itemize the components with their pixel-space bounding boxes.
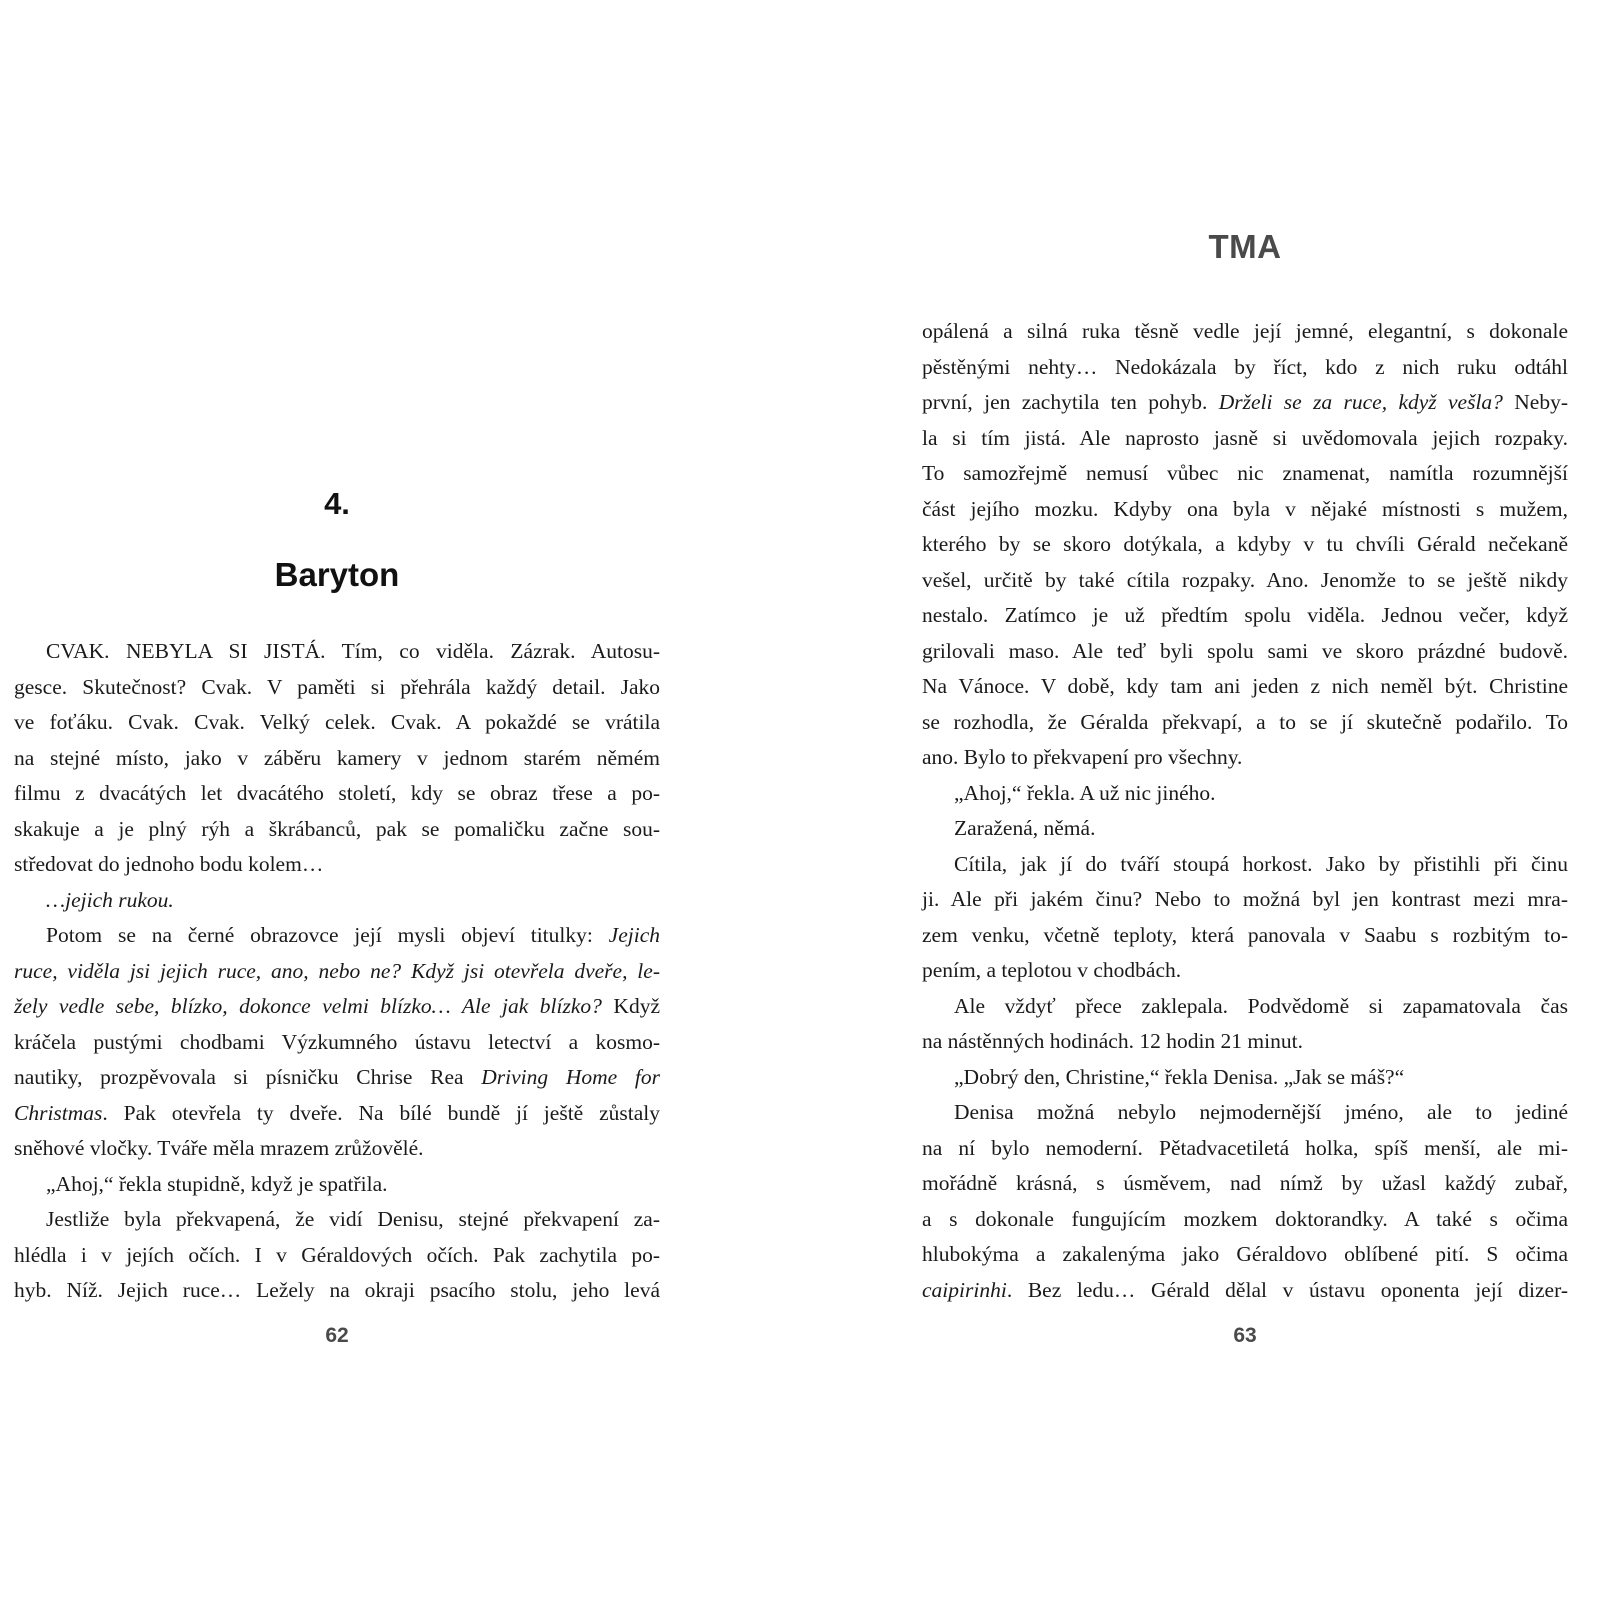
text-segment: mořádně krásná, s úsměvem, nad nímž by užasl každý zubař, — [922, 1171, 1568, 1195]
text-segment: ve foťáku. Cvak. Cvak. Velký celek. Cvak. A pokaždé se vrátila — [14, 710, 660, 734]
text-segment: Neby- — [1502, 390, 1568, 414]
text-segment: nestalo. Zatímco je už předtím spolu viděla. Jednou večer, když — [922, 603, 1568, 627]
text-line — [922, 1095, 1568, 1131]
text-segment: ji. Ale při jakém činu? Nebo to možná byl jen kontrast mezi mra- — [922, 887, 1568, 911]
text-line — [922, 740, 1568, 776]
text-line — [922, 634, 1568, 670]
text-segment: „Dobrý den, Christine,“ řekla Denisa. „Jak se máš?“ — [954, 1064, 1405, 1089]
text-segment: opálená a silná ruka těsně vedle její jemné, elegantní, s dokonale — [922, 319, 1568, 343]
text-segment: skakuje a je plný rýh a škrábanců, pak se pomaličku začne sou- — [14, 816, 660, 841]
italic-text-segment: Driving Home for — [481, 1065, 660, 1089]
italic-text-segment: …jejich rukou. — [46, 887, 174, 912]
text-segment: část jejího mozku. Kdyby ona byla v nějaké místnosti s mužem, — [922, 496, 1568, 521]
text-line — [922, 1166, 1568, 1202]
text-segment: la si tím jistá. Ale naprosto jasně si uvědomovala jejich rozpaky. — [922, 425, 1568, 450]
text-segment: sněhové vločky. Tváře měla mrazem zrůžovělé. — [14, 1136, 424, 1160]
text-line — [922, 1060, 1568, 1096]
text-segment: kráčela pustými chodbami Výzkumného ústavu letectví a kosmo- — [14, 1029, 660, 1054]
text-segment: hlédla i v jejích očích. I v Géraldových očích. Pak zachytila po- — [14, 1242, 660, 1267]
right-body-text — [922, 314, 1568, 1308]
text-segment: „Ahoj,“ řekla. A už nic jiného. — [954, 780, 1216, 805]
text-segment: . Bez ledu… Gérald dělal v ústavu oponenta její dizer- — [1006, 1277, 1568, 1302]
italic-text-segment: Drželi se za ruce, když vešla? — [1218, 390, 1503, 414]
text-line — [922, 314, 1568, 350]
text-segment: středovat do jednoho bodu kolem… — [14, 852, 324, 876]
text-segment: pením, a teplotou v chodbách. — [922, 958, 1182, 982]
italic-text-segment: žely vedle sebe, blízko, dokonce velmi blízko… Ale jak blízko? — [14, 994, 602, 1018]
text-line — [14, 1096, 660, 1132]
chapter-title: Baryton — [274, 556, 400, 593]
text-line — [14, 812, 660, 848]
text-line — [14, 954, 660, 990]
text-line — [14, 883, 660, 919]
text-line — [922, 1202, 1568, 1238]
text-segment: na nástěnných hodinách. 12 hodin 21 minut. — [922, 1029, 1303, 1053]
text-segment: . Pak otevřela ty dveře. Na bílé bundě jí ještě zůstaly — [102, 1100, 660, 1125]
text-line — [922, 385, 1568, 421]
text-segment: Ale vždyť přece zaklepala. Podvědomě si zapamatovala čas — [954, 993, 1568, 1018]
text-line — [922, 953, 1568, 989]
text-line — [922, 456, 1568, 492]
text-segment: Zaražená, němá. — [954, 816, 1096, 840]
text-line — [922, 1131, 1568, 1167]
text-segment: gesce. Skutečnost? Cvak. V paměti si přehrála každý detail. Jako — [14, 674, 660, 699]
text-line — [922, 847, 1568, 883]
italic-text-segment: caipirinhi — [922, 1277, 1007, 1302]
text-line — [922, 918, 1568, 954]
text-line — [922, 1237, 1568, 1273]
text-segment: na stejné místo, jako v záběru kamery v jednom starém němém — [14, 745, 660, 770]
text-line — [922, 1024, 1568, 1060]
text-segment: Jestliže byla překvapená, že vidí Denisu, stejné překvapení za- — [46, 1207, 660, 1231]
text-segment: filmu z dvacátých let dvacátého století, kdy se obraz třese a po- — [14, 781, 660, 805]
text-segment: a s dokonale fungujícím mozkem doktorandky. A také s očima — [922, 1206, 1568, 1231]
text-segment: se rozhodla, že Géralda překvapí, a to se jí skutečně podařilo. To — [922, 709, 1568, 734]
text-line — [14, 847, 660, 883]
text-line — [14, 918, 660, 954]
text-segment: zem venku, včetně teploty, která panovala v Saabu s rozbitým to- — [922, 922, 1568, 947]
text-segment: hlubokýma a zakalenýma jako Géraldovo oblíbené pití. S očima — [922, 1242, 1568, 1266]
text-line — [922, 776, 1568, 812]
text-segment: ano. Bylo to překvapení pro všechny. — [922, 745, 1243, 769]
right-page — [922, 0, 1568, 1600]
text-line — [922, 882, 1568, 918]
page-number-right: 63 — [1233, 1324, 1257, 1347]
text-segment: Denisa možná nebylo nejmodernější jméno, ale to jediné — [954, 1100, 1568, 1124]
text-line — [922, 669, 1568, 705]
text-line — [922, 705, 1568, 741]
text-line — [922, 492, 1568, 528]
text-line — [922, 1273, 1568, 1309]
text-line — [922, 350, 1568, 386]
text-segment: Potom se na černé obrazovce její mysli objeví titulky: — [46, 923, 609, 947]
italic-text-segment: ruce, viděla jsi jejich ruce, ano, nebo ne? Když jsi otevřela dveře, le- — [14, 958, 660, 983]
text-line — [922, 989, 1568, 1025]
text-segment: To samozřejmě nemusí vůbec nic znamenat, namítla rozumnější — [922, 461, 1568, 485]
text-line — [14, 741, 660, 777]
text-line — [14, 1167, 660, 1203]
text-segment: pěstěnými nehty… Nedokázala by říct, kdo z nich ruku odtáhl — [922, 354, 1568, 379]
page-number-left: 62 — [325, 1324, 349, 1347]
text-line — [14, 776, 660, 812]
text-segment: CVAK. NEBYLA SI JISTÁ. Tím, co viděla. Zázrak. Autosu- — [46, 639, 660, 663]
text-segment: nautiky, prozpěvovala si písničku Chrise Rea — [14, 1065, 482, 1089]
text-line — [922, 811, 1568, 847]
text-line — [14, 1202, 660, 1238]
text-line — [922, 598, 1568, 634]
italic-text-segment: Christmas — [14, 1100, 103, 1125]
text-line — [14, 1238, 660, 1274]
text-segment: kterého by se skoro dotýkala, a kdyby v tu chvíli Gérald nečekaně — [922, 532, 1568, 556]
text-line — [14, 1025, 660, 1061]
running-head: TMA — [1208, 228, 1282, 265]
text-segment: „Ahoj,“ řekla stupidně, když je spatřila. — [46, 1171, 388, 1196]
text-segment: Na Vánoce. V době, kdy tam ani jeden z nich neměl být. Christine — [922, 674, 1568, 698]
text-line — [922, 563, 1568, 599]
text-segment: Cítila, jak jí do tváří stoupá horkost. Jako by přistihli při činu — [954, 851, 1568, 876]
text-line — [14, 1060, 660, 1096]
text-segment: hyb. Níž. Jejich ruce… Ležely na okraji psacího stolu, jeho levá — [14, 1278, 660, 1302]
text-line — [14, 670, 660, 706]
text-line — [14, 1273, 660, 1309]
text-segment: první, jen zachytila ten pohyb. — [922, 390, 1219, 414]
left-page — [14, 0, 660, 1600]
text-segment: Když — [601, 994, 660, 1018]
chapter-number: 4. — [324, 486, 350, 521]
text-line — [14, 1131, 660, 1167]
text-line — [14, 989, 660, 1025]
text-line — [922, 421, 1568, 457]
text-line — [14, 705, 660, 741]
text-segment: grilovali maso. Ale teď byli spolu sami ve skoro prázdné budově. — [922, 638, 1568, 663]
left-body-text — [14, 634, 660, 1309]
text-line — [14, 634, 660, 670]
text-segment: vešel, určitě by také cítila rozpaky. Ano. Jenomže to se ještě nikdy — [922, 567, 1568, 592]
text-segment: na ní bylo nemoderní. Pětadvacetiletá holka, spíš menší, ale mi- — [922, 1135, 1568, 1160]
italic-text-segment: Jejich — [608, 923, 660, 947]
text-line — [922, 527, 1568, 563]
